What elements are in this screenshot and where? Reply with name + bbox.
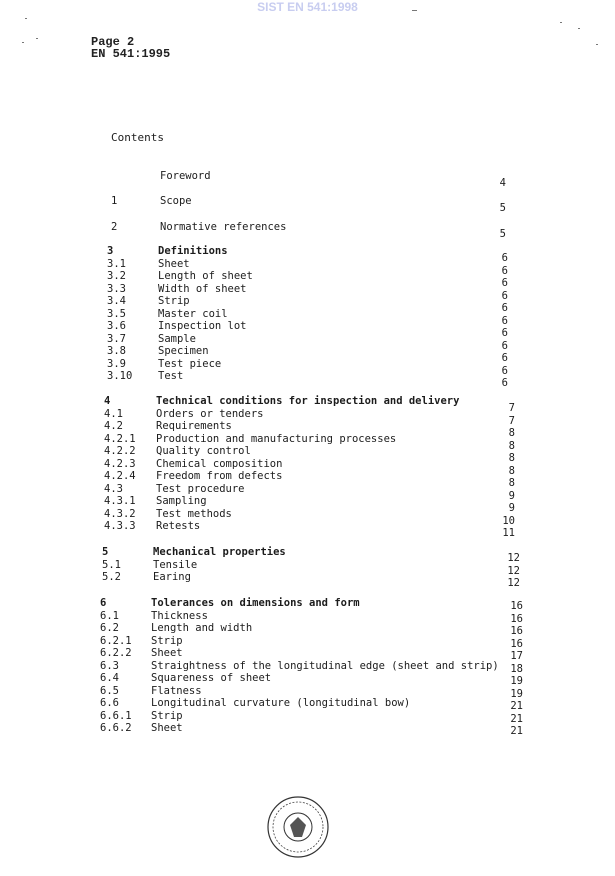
- toc-entry[interactable]: [100, 685, 499, 698]
- toc-entry[interactable]: [107, 333, 253, 346]
- page-number: 17: [510, 650, 523, 662]
- section-title: Tensile: [153, 558, 198, 571]
- toc-entry[interactable]: [107, 295, 253, 308]
- toc-entry[interactable]: [104, 508, 459, 521]
- toc-section: [104, 395, 459, 533]
- section-title: Earing: [153, 571, 191, 583]
- section-title: Specimen: [158, 345, 209, 357]
- section-title: Squareness of sheet: [151, 672, 272, 684]
- page-number: 5: [499, 202, 506, 214]
- toc-entry[interactable]: [111, 170, 211, 183]
- section-title: Quality control: [156, 445, 251, 457]
- section-title: Thickness: [151, 609, 208, 622]
- page-number: 18: [510, 662, 523, 675]
- page-number: 7: [508, 402, 515, 414]
- section-number: 3.2: [107, 270, 126, 282]
- page-number-column: [480, 552, 520, 590]
- toc-section: [100, 597, 499, 735]
- section-number: 6.6: [100, 697, 119, 709]
- toc-entry[interactable]: [104, 520, 459, 533]
- section-title: Technical conditions for inspection and delivery: [156, 395, 460, 407]
- page-number: 7: [508, 414, 515, 427]
- toc-entry[interactable]: [107, 358, 253, 371]
- page-number: 16: [510, 637, 523, 650]
- page-number: 6: [501, 314, 508, 327]
- section-title: Retests: [156, 520, 201, 532]
- toc-entry[interactable]: [104, 433, 459, 446]
- toc-entry[interactable]: [100, 697, 499, 710]
- page-number-column: [468, 252, 508, 390]
- page-number: 21: [510, 700, 523, 712]
- page-number: 8: [508, 427, 515, 439]
- section-number: 6.3: [100, 659, 119, 672]
- toc-entry[interactable]: [100, 710, 499, 723]
- page-number: 21: [510, 725, 523, 737]
- section-number: 4.2.2: [104, 445, 136, 457]
- page-number: 19: [510, 687, 523, 700]
- section-title: Sampling: [156, 495, 207, 507]
- section-number: 3.1: [107, 257, 126, 270]
- section-title: Test: [158, 370, 184, 382]
- page-number: 9: [508, 489, 515, 502]
- section-number: 4.3.1: [104, 495, 136, 507]
- page-number: 8: [508, 439, 515, 452]
- section-title: Sample: [158, 332, 196, 345]
- section-number: 6.5: [100, 684, 119, 697]
- page-number-column: [475, 402, 515, 540]
- toc-entry[interactable]: [100, 722, 499, 735]
- toc-entry[interactable]: [100, 660, 499, 673]
- page-number: 16: [510, 612, 523, 625]
- section-title: Orders or tenders: [156, 407, 264, 420]
- toc-entry[interactable]: [107, 370, 253, 383]
- section-number: 3.7: [107, 332, 126, 345]
- section-number: 3.10: [107, 370, 133, 382]
- toc-entry[interactable]: [107, 308, 253, 321]
- page-number: 21: [510, 712, 523, 725]
- section-title: Tolerances on dimensions and form: [151, 597, 360, 609]
- section-title: Mechanical properties: [153, 546, 286, 558]
- section-number: 4.3: [104, 482, 123, 495]
- toc-entry[interactable]: [102, 546, 286, 559]
- section-title: Sheet: [151, 722, 183, 734]
- page-number: 11: [502, 527, 515, 539]
- contents-title: Contents: [111, 131, 164, 144]
- toc-entry[interactable]: [104, 420, 459, 433]
- toc-entry[interactable]: [104, 470, 459, 483]
- section-number: 6.1: [100, 609, 119, 622]
- page-number: 6: [501, 327, 508, 339]
- section-number: 3.9: [107, 357, 126, 370]
- page-number: 12: [507, 552, 520, 564]
- toc-entry[interactable]: [111, 221, 286, 234]
- section-number: 3.8: [107, 345, 126, 357]
- toc-section: [111, 195, 192, 208]
- toc-section: [102, 546, 286, 584]
- section-number: 6.4: [100, 672, 119, 684]
- page-number: 8: [508, 452, 515, 464]
- running-header: [91, 36, 170, 60]
- official-seal-icon: [266, 795, 330, 859]
- toc-entry[interactable]: [104, 458, 459, 471]
- toc-entry[interactable]: [104, 408, 459, 421]
- section-number: 3.6: [107, 320, 126, 332]
- section-number: [111, 170, 160, 183]
- section-title: Definitions: [158, 245, 228, 257]
- page-number: 6: [501, 277, 508, 289]
- page-number: 16: [510, 600, 523, 612]
- section-number: 4.3.2: [104, 507, 136, 520]
- toc-entry[interactable]: [107, 245, 253, 258]
- page-number: 12: [507, 577, 520, 589]
- page-number-column: [466, 228, 506, 241]
- section-number: 4.3.3: [104, 520, 136, 532]
- section-title: Chemical composition: [156, 457, 283, 470]
- section-title: Flatness: [151, 684, 202, 697]
- section-number: 5.1: [102, 558, 121, 571]
- standard-number: EN 541:1995: [91, 47, 171, 61]
- section-number: 6.2: [100, 622, 119, 634]
- page-number: 6: [501, 352, 508, 364]
- page-number: 16: [510, 625, 523, 637]
- page-number: 5: [499, 228, 506, 240]
- section-number: 6.2.2: [100, 647, 132, 659]
- section-number: 4.2.4: [104, 470, 136, 482]
- toc-section: [111, 221, 286, 234]
- toc-entry[interactable]: [104, 395, 459, 408]
- toc-entry[interactable]: [107, 270, 253, 283]
- section-number: 3.5: [107, 307, 126, 320]
- section-number: 4.1: [104, 407, 123, 420]
- toc-entry[interactable]: [102, 571, 286, 584]
- page-number: 6: [501, 252, 508, 264]
- section-number: 6.6.1: [100, 709, 132, 722]
- toc-entry[interactable]: [104, 495, 459, 508]
- section-number: 3.4: [107, 295, 126, 307]
- page-label: Page 2: [91, 35, 135, 49]
- toc-entry[interactable]: [107, 258, 253, 271]
- page-number: 6: [501, 289, 508, 302]
- section-title: Sheet: [151, 647, 183, 659]
- section-title: Straightness of the longitudinal edge (sheet and strip): [151, 659, 499, 672]
- toc-entry[interactable]: [104, 483, 459, 496]
- page-number: 10: [502, 514, 515, 527]
- section-number: 4.2.3: [104, 457, 136, 470]
- page-number: 12: [507, 564, 520, 577]
- section-title: Foreword: [160, 170, 211, 182]
- toc-entry[interactable]: [107, 283, 253, 296]
- section-number: 6.6.2: [100, 722, 132, 734]
- page-number: 6: [501, 364, 508, 377]
- section-title: Inspection lot: [158, 320, 247, 332]
- page-number: 8: [508, 477, 515, 489]
- section-number: 6: [100, 597, 107, 609]
- page-number-column: [466, 202, 506, 215]
- section-number: 1: [111, 195, 118, 207]
- toc-section: [111, 170, 211, 183]
- section-number: 3: [107, 245, 114, 257]
- page-number-column: [466, 177, 506, 190]
- page-number: 6: [501, 339, 508, 352]
- section-title: Length of sheet: [158, 270, 253, 282]
- toc-entry[interactable]: [104, 445, 459, 458]
- page-number: 8: [508, 464, 515, 477]
- section-title: Master coil: [158, 307, 228, 320]
- section-title: Test methods: [156, 507, 232, 520]
- page-number: 6: [501, 264, 508, 277]
- page-number: 6: [501, 377, 508, 389]
- section-number: 6.2.1: [100, 634, 132, 647]
- toc-entry[interactable]: [100, 672, 499, 685]
- section-number: 3.3: [107, 282, 126, 295]
- section-title: Requirements: [156, 420, 232, 432]
- toc-section: [107, 245, 253, 383]
- section-title: Strip: [151, 634, 183, 647]
- section-number: 5.2: [102, 571, 121, 583]
- section-title: Scope: [160, 195, 192, 207]
- section-number: 2: [111, 221, 118, 233]
- section-title: Freedom from defects: [156, 470, 283, 482]
- section-title: Sheet: [158, 257, 190, 270]
- section-title: Width of sheet: [158, 282, 247, 295]
- toc-entry[interactable]: [107, 320, 253, 333]
- section-title: Test piece: [158, 357, 222, 370]
- section-title: Strip: [151, 709, 183, 722]
- toc-entry[interactable]: [100, 635, 499, 648]
- toc-entry[interactable]: [107, 345, 253, 358]
- section-title: Strip: [158, 295, 190, 307]
- section-title: Normative references: [160, 221, 287, 233]
- section-number: 4.2.1: [104, 432, 136, 445]
- watermark: SIST EN 541:1998: [257, 0, 358, 14]
- section-title: Test procedure: [156, 482, 245, 495]
- toc-entry[interactable]: [100, 647, 499, 660]
- section-title: Length and width: [151, 622, 253, 634]
- toc-entry[interactable]: [100, 597, 499, 610]
- section-number: 4: [104, 395, 111, 407]
- section-number: 4.2: [104, 420, 123, 432]
- page-number: 4: [499, 177, 506, 189]
- toc-entry[interactable]: [111, 195, 192, 208]
- toc-entry[interactable]: [102, 559, 286, 572]
- toc-entry[interactable]: [100, 622, 499, 635]
- page-number: 6: [501, 302, 508, 314]
- toc-entry[interactable]: [100, 610, 499, 623]
- page-number: 19: [510, 675, 523, 687]
- section-title: Longitudinal curvature (longitudinal bow): [151, 697, 411, 709]
- page-number: 9: [508, 502, 515, 514]
- page-number-column: [483, 600, 523, 738]
- section-number: 5: [102, 546, 109, 558]
- section-title: Production and manufacturing processes: [156, 432, 397, 445]
